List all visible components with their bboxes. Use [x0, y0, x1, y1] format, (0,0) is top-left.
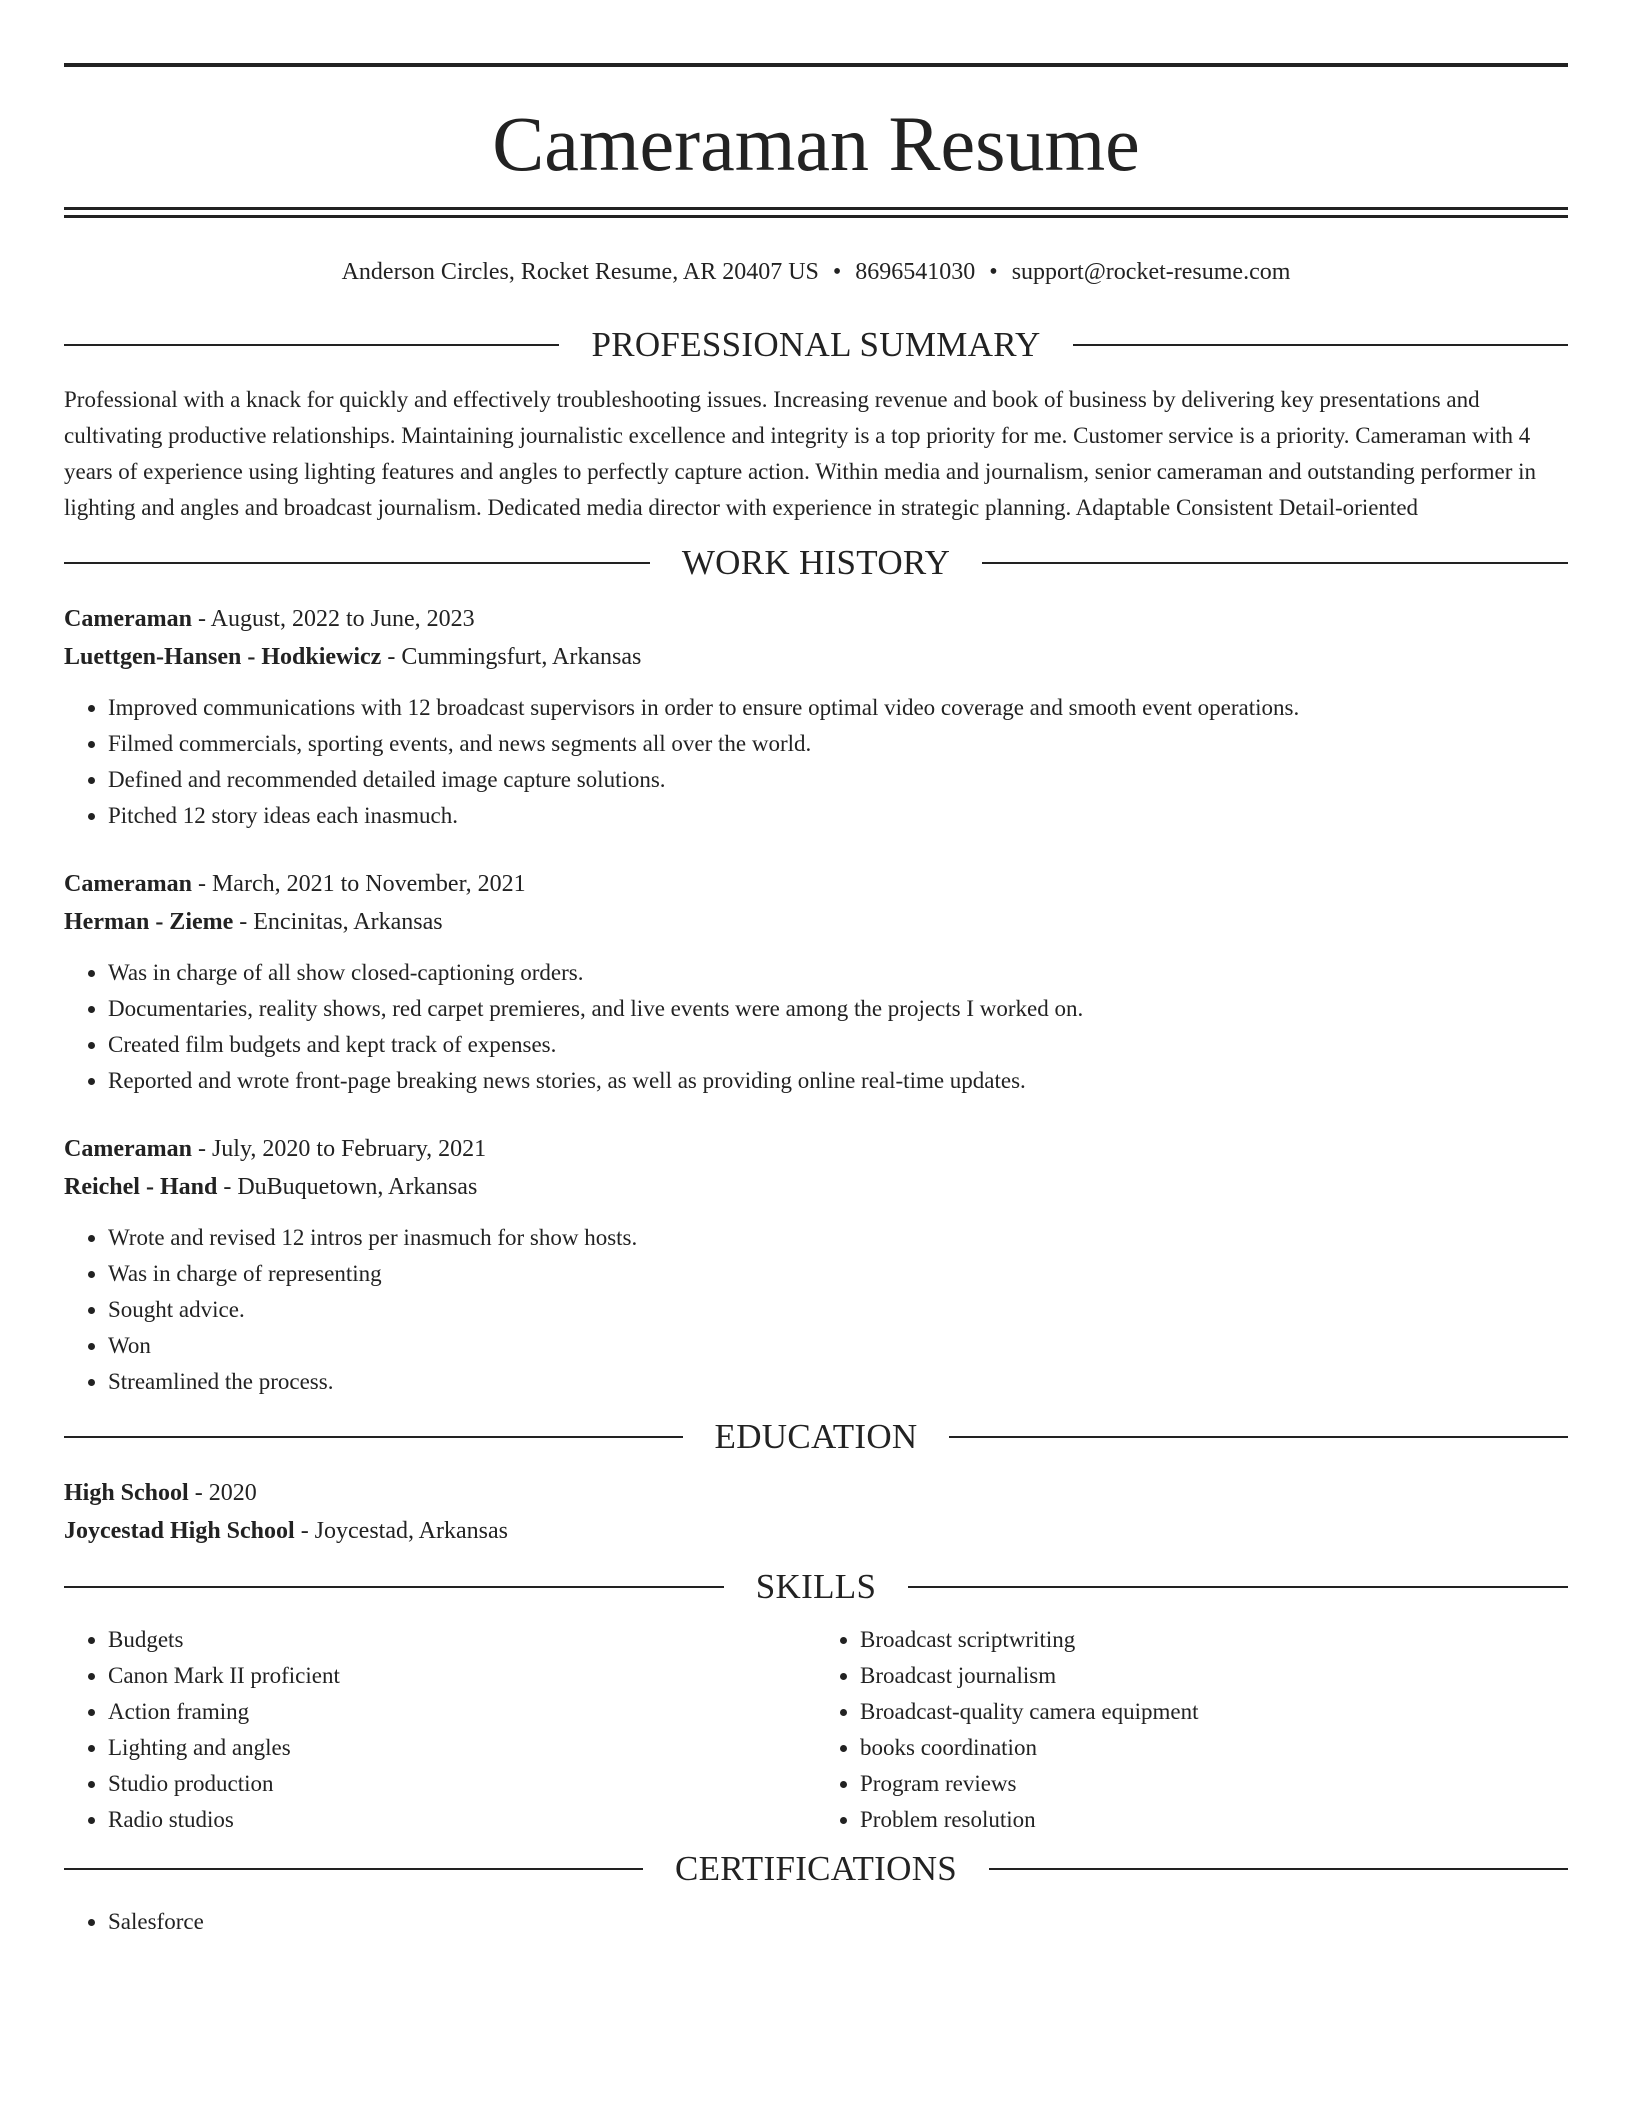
job-bullet: • Was in charge of representing [108, 1256, 1568, 1292]
job-bullet: • Filmed commercials, sporting events, and news segments all over the world. [108, 726, 1568, 762]
section-heading-certifications [64, 1844, 1568, 1894]
heading-rule [1073, 344, 1568, 346]
resume-page [64, 0, 1568, 1940]
job-bullet: • Created film budgets and kept track of expenses. [108, 1027, 1568, 1063]
job-bullets [64, 690, 1568, 834]
education-entry [64, 1474, 1568, 1550]
job-title: Cameraman [64, 1136, 192, 1162]
job-bullets [64, 955, 1568, 1099]
job-bullet: • Streamlined the process. [108, 1364, 1568, 1400]
job-dates: - August, 2022 to June, 2023 [191, 606, 475, 632]
job-bullet: • Pitched 12 story ideas each inasmuch. [108, 798, 1568, 834]
education-location: - Joycestad, Arkansas [294, 1518, 508, 1544]
job-bullet: • Improved communications with 12 broadcast supervisors in order to ensure optimal video coverage and smooth event operations. [108, 690, 1568, 726]
heading-rule [989, 1868, 1568, 1870]
job-company-line [64, 638, 1568, 676]
education-year: - 2020 [188, 1480, 257, 1506]
job-title-line [64, 1130, 1568, 1168]
skill-item: • Broadcast-quality camera equipment [860, 1694, 1568, 1730]
heading-rule [64, 344, 559, 346]
heading-rule [64, 1868, 643, 1870]
job-location: - Cummingsfurt, Arkansas [381, 644, 642, 670]
skill-item: • Studio production [108, 1766, 816, 1802]
contact-address: Anderson Circles, Rocket Resume, AR 20407 US [341, 259, 819, 285]
job-entry [64, 600, 1568, 834]
education-degree: High School [64, 1480, 189, 1506]
job-bullets [64, 1220, 1568, 1400]
contact-separator: • [989, 259, 998, 285]
certifications-list [64, 1904, 1568, 1940]
job-bullet: • Reported and wrote front-page breaking news stories, as well as providing online real-time updates. [108, 1063, 1568, 1099]
job-location: - DuBuquetown, Arkansas [217, 1174, 478, 1200]
summary-text: Professional with a knack for quickly and effectively troubleshooting issues. Increasing revenue and book of business by delivering key presentations and cultivating productive relationships. Maintaining journalistic excellence and integrity is a top priority for me. Customer service is a priority. Cameraman with 4 years of experience using lighting features and angles to perfectly capture action. Within media and journalism, senior cameraman and outstanding performer in lighting and angles and broadcast journalism. Dedicated media director with experience in strategic planning. Adaptable Consistent Detail-oriented [64, 387, 1537, 520]
top-rule [64, 63, 1568, 67]
job-company-line [64, 903, 1568, 941]
education-school: Joycestad High School [64, 1518, 295, 1544]
heading-rule [64, 562, 650, 564]
skill-item: • Radio studios [108, 1802, 816, 1838]
contact-separator: • [832, 259, 842, 285]
job-bullet: • Sought advice. [108, 1292, 1568, 1328]
job-dates: - July, 2020 to February, 2021 [191, 1136, 487, 1162]
contact-line [64, 255, 1568, 289]
skill-item: • Program reviews [860, 1766, 1568, 1802]
heading-rule [908, 1586, 1568, 1588]
heading-rule [949, 1436, 1568, 1438]
section-heading-education [64, 1412, 1568, 1462]
title-double-rule [64, 207, 1568, 218]
job-entry [64, 865, 1568, 1099]
skill-item: • Action framing [108, 1694, 816, 1730]
contact-email: support@rocket-resume.com [1011, 259, 1291, 285]
skill-item: • Problem resolution [860, 1802, 1568, 1838]
heading-rule [64, 1436, 683, 1438]
job-title-line [64, 865, 1568, 903]
job-location: - Encinitas, Arkansas [233, 909, 443, 935]
job-dates: - March, 2021 to November, 2021 [191, 871, 526, 897]
education-degree-line [64, 1474, 1568, 1512]
section-heading-skills [64, 1562, 1568, 1612]
job-bullet: • Won [108, 1328, 1568, 1364]
certification-item: • Salesforce [108, 1904, 1568, 1940]
skill-item: • Broadcast journalism [860, 1658, 1568, 1694]
section-title: PROFESSIONAL SUMMARY [591, 325, 1041, 364]
job-company: Luettgen-Hansen - Hodkiewicz [64, 644, 382, 670]
skills-column-right [816, 1622, 1568, 1838]
skill-item: • Broadcast scriptwriting [860, 1622, 1568, 1658]
section-title: CERTIFICATIONS [674, 1849, 958, 1888]
job-bullet: • Was in charge of all show closed-captioning orders. [108, 955, 1568, 991]
section-title: EDUCATION [714, 1417, 918, 1456]
heading-rule [982, 562, 1568, 564]
section-title: WORK HISTORY [681, 543, 951, 582]
skills-column-left [64, 1622, 816, 1838]
skill-item: • Lighting and angles [108, 1730, 816, 1766]
heading-rule [64, 1586, 724, 1588]
section-title: SKILLS [755, 1567, 877, 1606]
job-company: Herman - Zieme [64, 909, 234, 935]
skills-grid [64, 1622, 1568, 1838]
section-heading-summary [64, 320, 1568, 370]
job-title: Cameraman [64, 606, 192, 632]
skill-item: • Canon Mark II proficient [108, 1658, 816, 1694]
section-heading-work-history [64, 538, 1568, 588]
education-school-line [64, 1512, 1568, 1550]
job-bullet: • Defined and recommended detailed image capture solutions. [108, 762, 1568, 798]
job-entry [64, 1130, 1568, 1400]
job-bullet: • Wrote and revised 12 intros per inasmuch for show hosts. [108, 1220, 1568, 1256]
job-title-line [64, 600, 1568, 638]
job-company: Reichel - Hand [64, 1174, 218, 1200]
skill-item: • books coordination [860, 1730, 1568, 1766]
job-company-line [64, 1168, 1568, 1206]
skill-item: • Budgets [108, 1622, 816, 1658]
job-bullet: • Documentaries, reality shows, red carpet premieres, and live events were among the projects I worked on. [108, 991, 1568, 1027]
job-title: Cameraman [64, 871, 192, 897]
contact-phone: 8696541030 [855, 259, 976, 285]
resume-title: Cameraman Resume [492, 100, 1140, 187]
